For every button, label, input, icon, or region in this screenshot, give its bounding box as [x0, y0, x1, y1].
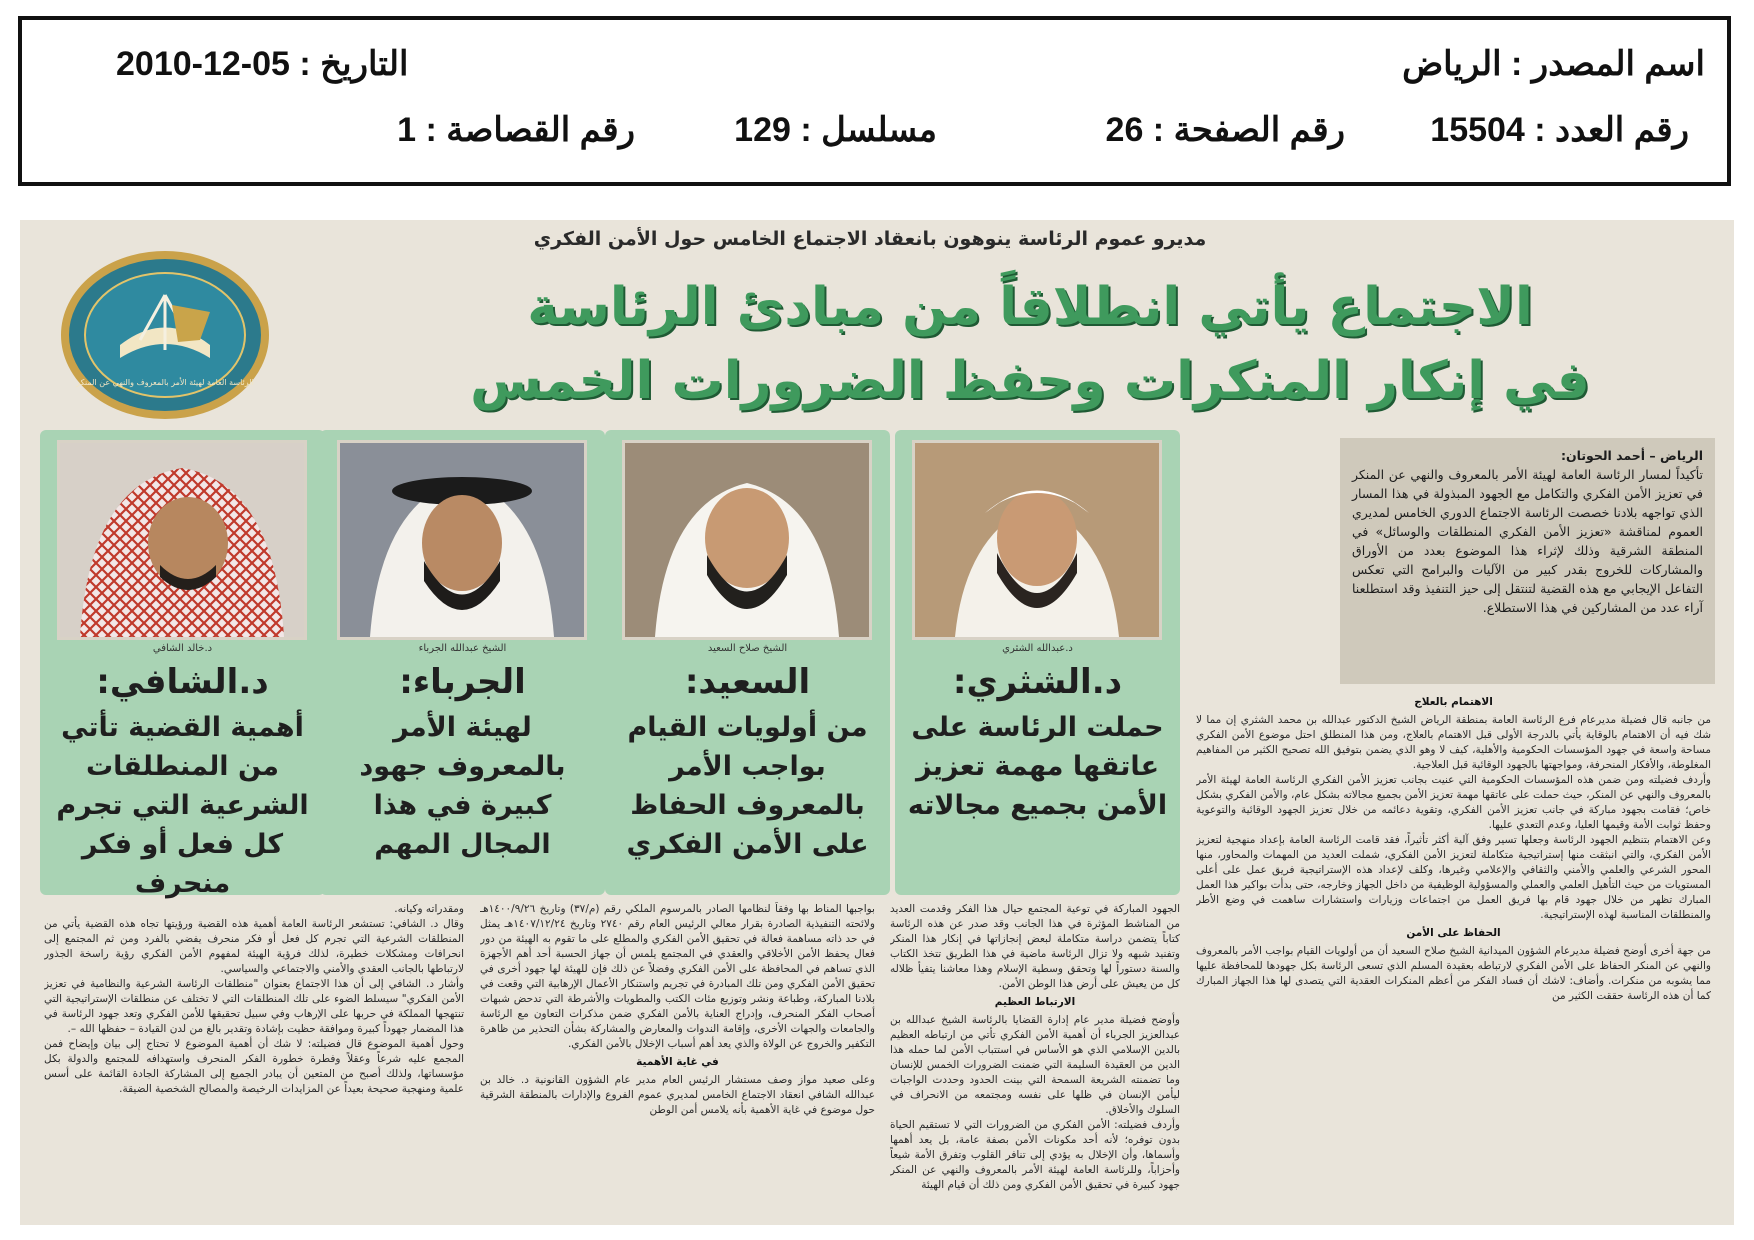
portrait-alshafi-icon — [60, 443, 304, 637]
quote-speaker: الجرباء: — [399, 662, 526, 702]
headline-line-2: في إنكار المنكرات وحفظ الضرورات الخمس — [470, 351, 1590, 411]
date: التاريخ : 05-12-2010 — [116, 45, 409, 83]
newspaper-clipping — [20, 220, 1734, 1225]
article-column-right — [1196, 692, 1711, 1222]
quote-card-alsaeed — [605, 430, 890, 895]
portrait-caption: الشيخ صلاح السعيد — [707, 643, 788, 654]
portrait-caption: د.عبدالله الشثري — [1002, 643, 1073, 654]
presidency-logo-emblem-icon — [60, 250, 270, 420]
intro-paragraph: تأكيداً لمسار الرئاسة العامة لهيئة الأمر بالمعروف والنهي عن المنكر في تعزيز الأمن الفكري والتكامل مع الجهود المبذولة في هذا المسار الذي تواجهه بلادنا خصصت الرئاسة الاجتماع الدوري الخامس لمديري العموم لمناقشة «تعزيز الأمن الفكري المنطلقات والوسائل» في المنطقة الشرقية وذلك لإثراء هذا الموضوع بعدد من الأوراق والمشاركات للخروج بقدر كبير من الآليات والبرامج التي تعكس التفاعل الإيجابي مع هذه القضية لتنتقل إلى حيز التنفيذ وقد استطلعنا آراء عدد من المشاركين في هذا الاستطلاع. — [1352, 467, 1703, 615]
quote-text: من أولويات القيام بواجب الأمر بالمعروف الحفاظ على الأمن الفكري — [626, 712, 869, 860]
subheading: في غاية الأهمية — [636, 1056, 719, 1068]
quote-text: حملت الرئاسة على عاتقها مهمة تعزيز الأمن بجميع مجالاته — [907, 712, 1168, 821]
article-column-2 — [890, 902, 1180, 1220]
paragraph: بواجبها المناط بها وفقاً لنظامها الصادر بالمرسوم الملكي رقم (م/٣٧) وتاريخ ١٤٠٠/٩/٢٦هـ ولائحته التنفيذية الصادرة بقرار معالي الرئيس العام رقم ٢٧٤٠ وتاريخ ١٤٠٧/١٢/٢٤هـ يمثل في حد ذاته مساهمة فعالة في تحقيق الأمن الفكري والمطلع على ما تقوم به الهيئة من دور فعال يحفظ الأمن الأخلاقي والعقدي في المجتمع يلمس أن جهاز الحسبة أحد أهم الأجهزة الذي تساهم في المحافظة على الأمن الفكري وفضلاً عن ذلك فإن للهيئة لها جهود أخرى في تحقيق الأمن الفكري ومن تلك المبادرة في تجريم واستنكار الأعمال الإرهابية التي وقعت في بلادنا المباركة، وطباعة ونشر وتوزيع مئات الكتب والمطويات والأشرطة التي تدحض شبهات أصحاب الفكر المنحرف، وإدراج العناية بالأمن الفكري ضمن مذكرات التعاون مع الرئاسة والجامعات والجهات الأخرى، وإقامة الندوات والمعارض والمشاركة بشأن التحذير من ظاهرة التكفير والخروج عن الولاة والذي يعد أهم أسباب الإخلال بالأمن الفكري. — [480, 903, 875, 1050]
quote-speaker: السعيد: — [684, 662, 811, 702]
quote-speaker: د.الشافي: — [96, 662, 269, 702]
presidency-logo — [60, 250, 270, 420]
article-intro-box — [1340, 438, 1715, 684]
portrait-photo — [622, 440, 872, 640]
paragraph: وعن الاهتمام بتنظيم الجهود الرئاسة وجعلها تسير وفق آلية أكثر تأثيراً، فقد قامت الرئاسة العامة بإعداد منهجية لتعزيز الأمن الفكري، والتي انبثقت منها إستراتيجية متكاملة لتعزيز الأمن الفكري، شملت العديد من المهمات والمحاور، منها المحور الشرعي والعلمي والأمني والثقافي والإعلامي وغيرها، وكلف لإعداد هذه الإستراتيجية فريق عمل على أعلى المستويات من حيث التأهيل العلمي والعملي والمسؤولية الوظيفية من داخل الجهاز وخارجه، حتى بدأت بواكير هذا العمل المبارك تظهر من خلال جهود قام بها فريق العمل من اجتماعات وزيارات واستشارات ساهمت في وضع الأطر والمنطلقات المناسبة لهذه الإستراتيجية. — [1196, 834, 1711, 921]
article-kicker: مديرو عموم الرئاسة ينوهون بانعقاد الاجتماع الخامس حول الأمن الفكري — [533, 228, 1207, 250]
source-name: اسم المصدر : الرياض — [1402, 45, 1705, 83]
quote-text: لهيئة الأمر بالمعروف جهود كبيرة في هذا المجال المهم — [359, 712, 566, 860]
quote-card-alshafi — [40, 430, 325, 899]
quote-text: أهمية القضية تأتي من المنطلقات الشرعية التي تجرم كل فعل أو فكر منحرف — [56, 712, 309, 899]
paragraph: وقال د. الشافي: تستشعر الرئاسة العامة أهمية هذه القضية ورؤيتها تجاه هذه القضية يأتي من المنطلقات الشرعية التي تجرم كل فعل أو فكر منحرف يفضي بالفرد ومن ثم المجتمع إلى انحرافات ومشكلات خطيرة، لذلك فرؤية الهيئة لمفهوم الأمن الفكري رؤية راسخة الجذور لارتباطها بالجانب العقدي والأمني والاجتماعي والسياسي. — [44, 918, 464, 975]
issue-number: رقم العدد : 15504 — [1430, 111, 1689, 149]
paragraph: من جهة أخرى أوضح فضيلة مديرعام الشؤون الميدانية الشيخ صلاح السعيد أن من أولويات القيام بواجب الأمر بالمعروف والنهي عن المنكر الحفاظ على الأمن الفكري لارتباطه بعقيدة المسلم الذي تسعى الرئاسة بكل جهودها للمحافظة عليها مما يشوبه من منكرات. وأضاف: لاشك أن فساد الفكر من أعظم المنكرات العقدية التي يتصدى لها هذا الجهاز المبارك كما أن هذه الرئاسة حققت الكثير من — [1196, 945, 1711, 1002]
paragraph: وعلى صعيد مواز وصف مستشار الرئيس العام مدير عام الشؤون القانونية د. خالد بن عبدالله الشافي انعقاد الاجتماع الخامس لمديري عموم الفروع والإدارات بالمنطقة الشرقية حول موضوع في غاية الأهمية بأنه يلامس أمن الوطن — [480, 1074, 875, 1116]
portrait-photo — [912, 440, 1162, 640]
portrait-caption: الشيخ عبدالله الجرباء — [418, 643, 507, 654]
paragraph: الجهود المباركة في توعية المجتمع حيال هذا الفكر وقدمت العديد من المناشط المؤثرة في هذا الجانب وقد صدر عن هذه الرئاسة كتاباً يتضمن دراسة متكاملة لبعض إنجازاتها في إنكار هذا المنكر وتفنيد شبهه ولا تزال الرئاسة ماضية في هذا الطريق تتخذ الكتاب والسنة دستوراً لها وتحقق وسطية الإسلام وهذا معاشنا يتفيأ ظلاله كل من يعيش على أرض هذا الوطن الأمن. — [890, 903, 1180, 990]
article-column-3 — [480, 902, 875, 1220]
byline: الرياض – أحمد الحوتان: — [1560, 448, 1703, 463]
paragraph: وأشار د. الشافي إلى أن هذا الاجتماع بعنوان "منطلقات الرئاسة الشرعية والنظامية في تعزيز الأمن الفكري" سيسلط الضوء على تلك المنطلقات التي لا تختلف عن منطلقات الإستراتيجية التي تنتهجها المملكة في حربها على الإرهاب وفي سبيل تحقيقها للأمن الفكري وتعد جهود الرئاسة في هذا المضمار جهوداً كبيرة وموافقة حظيت بإشادة وتقدير بالغ من لدن القيادة – حفظها الله –. — [44, 978, 464, 1035]
subheading: الاهتمام بالعلاج — [1414, 696, 1493, 708]
portrait-photo — [57, 440, 307, 640]
clipping-metadata-box — [18, 16, 1731, 186]
portrait-aljarbaa-icon — [340, 443, 584, 637]
serial-number: مسلسل : 129 — [734, 111, 937, 149]
quote-card-aljarbaa — [320, 430, 605, 895]
paragraph: وأردف فضيلته ومن ضمن هذه المؤسسات الحكومية التي عنيت بجانب تعزيز الأمن الفكري الرئاسة العامة لهيئة الأمر بالمعروف والنهي عن المنكر، حيث حملت على عاتقها مهمة تعزيز الأمن بجميع مجالاته بشكل عام، والأمن الفكري بشكل خاص؛ فقامت بجهود مباركة في جانب تعزيز الأمن الفكري، وتقوية دعائمه من خلال تعزيز الجهود الوقائية والتوعوية وحفظ ثوابت الأمة وقيمها العليا، وعدم التعدي عليها. — [1196, 774, 1711, 831]
subheading: الحفاظ على الأمن — [1406, 927, 1501, 939]
portrait-alshathri-icon — [915, 443, 1159, 637]
paragraph: من جانبه قال فضيلة مديرعام فرع الرئاسة العامة بمنطقة الرياض الشيخ الدكتور عبدالله بن محمد الشثري إن مما لا شك فيه أن الاهتمام بالوقاية يأتي بالدرجة الأولى قبل الاهتمام بالعلاج، ومن هذا المنطلق احتل موضوع الأمن الفكري مساحة واسعة في جهود المؤسسات الحكومية والأهلية، كيف لا وهو الذي يضمن بتوفيق الله تصحيح الكثير من المفاهيم المغلوطة، والأفكار المنحرفة، ومواجهتها بالجهود الوقائية قبل العلاجية. — [1196, 714, 1711, 771]
headline-line-1: الاجتماع يأتي انطلاقاً من مبادئ الرئاسة — [527, 277, 1533, 337]
portrait-caption: د.خالد الشافي — [152, 643, 213, 654]
subheading: الارتباط العظيم — [994, 996, 1076, 1008]
article-column-4 — [44, 902, 464, 1220]
quote-speaker: د.الشثري: — [952, 662, 1123, 702]
paragraph: ومقدراته وكيانه. — [394, 903, 464, 915]
article-headline — [360, 270, 1700, 418]
portrait-alsaeed-icon — [625, 443, 869, 637]
quote-card-alshathri — [895, 430, 1180, 895]
svg-text:الرئاسة العامة لهيئة الأمر بال: الرئاسة العامة لهيئة الأمر بالمعروف والنهي عن المنكر — [76, 378, 254, 387]
portrait-photo — [337, 440, 587, 640]
paragraph: وأوضح فضيلة مدير عام إدارة القضايا بالرئاسة الشيخ عبدالله بن عبدالعزيز الجرباء أن أهمية الأمن الفكري تأتي من ارتباطه العظيم بالدين الإسلامي الذي هو الأساس في استتباب الأمن لما حمله هذا الدين من العقيدة السليمة التي ضمنت الضرورات الخمس للإنسان وما تضمنته الشريعة السمحة التي بينت الحدود وحددت الواجبات ليأمن الإنسان في ظلها على نفسه ومجتمعه من الانحراف في السلوك والأخلاق. — [890, 1014, 1180, 1116]
clipping-number: رقم القصاصة : 1 — [397, 111, 635, 149]
paragraph: وأردف فضيلته: الأمن الفكري من الضرورات التي لا تستقيم الحياة بدون توفره؛ لأنه أحد مكونات الأمن بصفة عامة، بل يعد أهمها وأسماها، وأن الإخلال به يؤدي إلى تنافر القلوب وتفرق الأمة شيعاً وأحزاباً، وللرئاسة العامة لهيئة الأمر بالمعروف والنهي عن المنكر جهود كبيرة في تحقيق الأمن الفكري ومن ذلك أن قيام الهيئة — [890, 1119, 1180, 1191]
paragraph: وحول أهمية الموضوع قال فضيلته: لا شك أن أهمية الموضوع لا تحتاج إلى بيان وإيضاح فمن المجمع عليه شرعاً وعقلاً وفطرة خطورة الفكر المنحرف واستهدافه للمجتمع والدولة بكل مؤسساتها، ولذلك أصبح من المتعين أن يبادر الجميع إلى المشاركة الجادة القائمة على أسس علمية ومنهجية صحيحة بعيداً عن المزايدات الرخيصة والمصالح الشخصية الضيقة. — [44, 1038, 464, 1095]
page-number: رقم الصفحة : 26 — [1105, 111, 1345, 149]
